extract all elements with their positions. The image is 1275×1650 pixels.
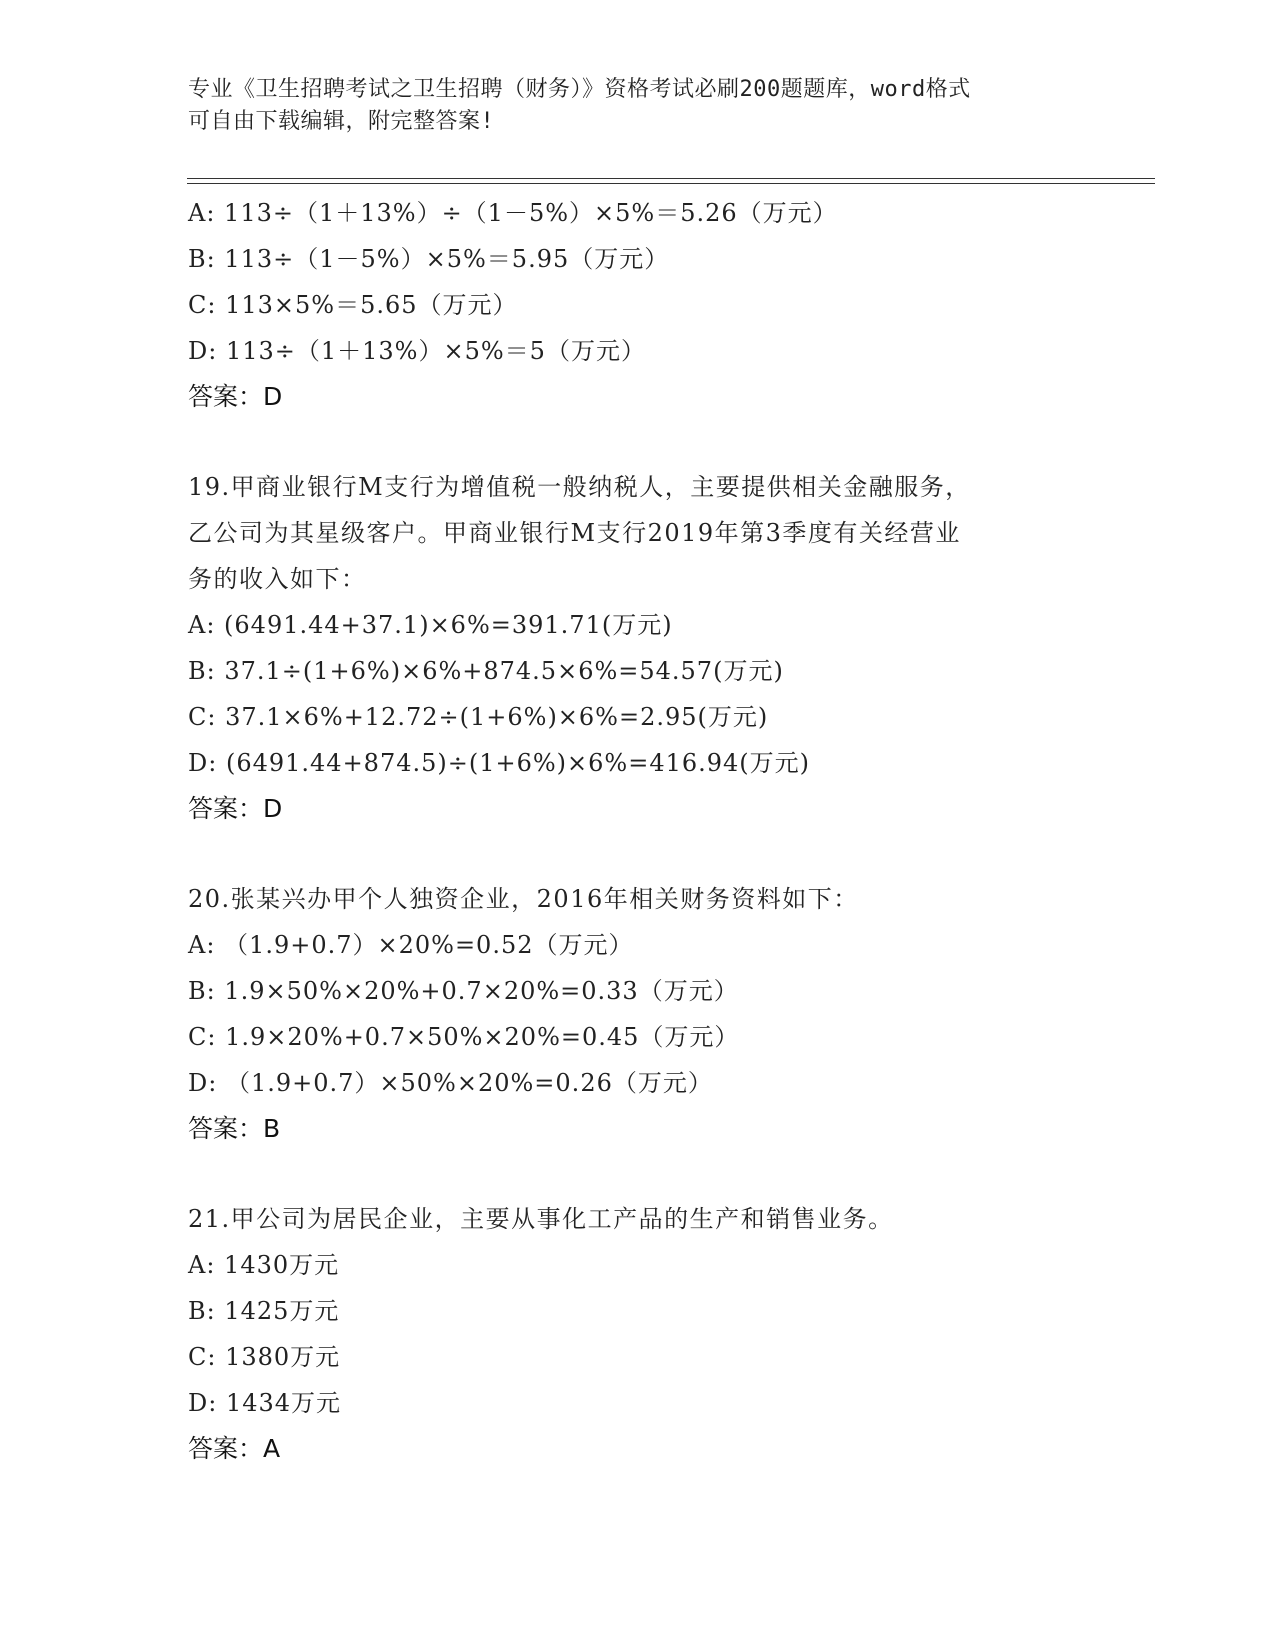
answer: 答案：D (188, 794, 283, 823)
header-rule-bottom (187, 183, 1155, 184)
option-b: B: 37.1÷(1+6%)×6%+874.5×6%=54.57(万元) (188, 657, 784, 685)
option-c: C: 1.9×20%+0.7×50%×20%=0.45（万元） (188, 1023, 740, 1051)
stem-line: 19.甲商业银行M支行为增值税一般纳税人，主要提供相关金融服务， (188, 473, 971, 501)
question-21 (188, 1196, 1148, 1472)
stem-line: 务的收入如下： (188, 565, 367, 593)
question-18 (188, 190, 1148, 420)
question-20 (188, 876, 1148, 1152)
question-stem (188, 1196, 1148, 1242)
answer: 答案：D (188, 382, 283, 411)
option-b: B: 113÷（1－5%）×5%＝5.95（万元） (188, 245, 670, 273)
document-header (188, 74, 1088, 138)
stem-line: 乙公司为其星级客户。甲商业银行M支行2019年第3季度有关经营业 (188, 519, 961, 547)
spacer (188, 1152, 1148, 1196)
option-b: B: 1.9×50%×20%+0.7×20%=0.33（万元） (188, 977, 739, 1005)
header-line-2: 可自由下载编辑，附完整答案! (188, 109, 495, 134)
option-a: A: 113÷（1＋13%）÷（1－5%）×5%＝5.26（万元） (188, 199, 838, 227)
answer: 答案：B (188, 1114, 281, 1143)
option-c: C: 113×5%＝5.65（万元） (188, 291, 518, 319)
option-d: D: 1434万元 (188, 1389, 342, 1417)
stem-line: 21.甲公司为居民企业，主要从事化工产品的生产和销售业务。 (188, 1205, 894, 1233)
header-rule-top (187, 178, 1155, 179)
option-a: A: 1430万元 (188, 1251, 340, 1279)
spacer (188, 420, 1148, 464)
option-c: C: 37.1×6%+12.72÷(1+6%)×6%=2.95(万元) (188, 703, 769, 731)
option-c: C: 1380万元 (188, 1343, 341, 1371)
spacer (188, 832, 1148, 876)
answer: 答案：A (188, 1434, 281, 1463)
question-stem (188, 464, 1148, 602)
stem-line: 20.张某兴办甲个人独资企业，2016年相关财务资料如下： (188, 885, 859, 913)
option-b: B: 1425万元 (188, 1297, 340, 1325)
question-stem (188, 876, 1148, 922)
question-19 (188, 464, 1148, 832)
option-d: D: （1.9+0.7）×50%×20%=0.26（万元） (188, 1069, 713, 1097)
option-a: A: (6491.44+37.1)×6%=391.71(万元) (188, 611, 673, 639)
header-line-1: 专业《卫生招聘考试之卫生招聘（财务）》资格考试必刷200题题库，word格式 (188, 77, 971, 102)
question-list (188, 190, 1148, 1472)
option-d: D: (6491.44+874.5)÷(1+6%)×6%=416.94(万元) (188, 749, 811, 777)
option-d: D: 113÷（1＋13%）×5%＝5（万元） (188, 337, 646, 365)
option-a: A: （1.9+0.7）×20%=0.52（万元） (188, 931, 634, 959)
